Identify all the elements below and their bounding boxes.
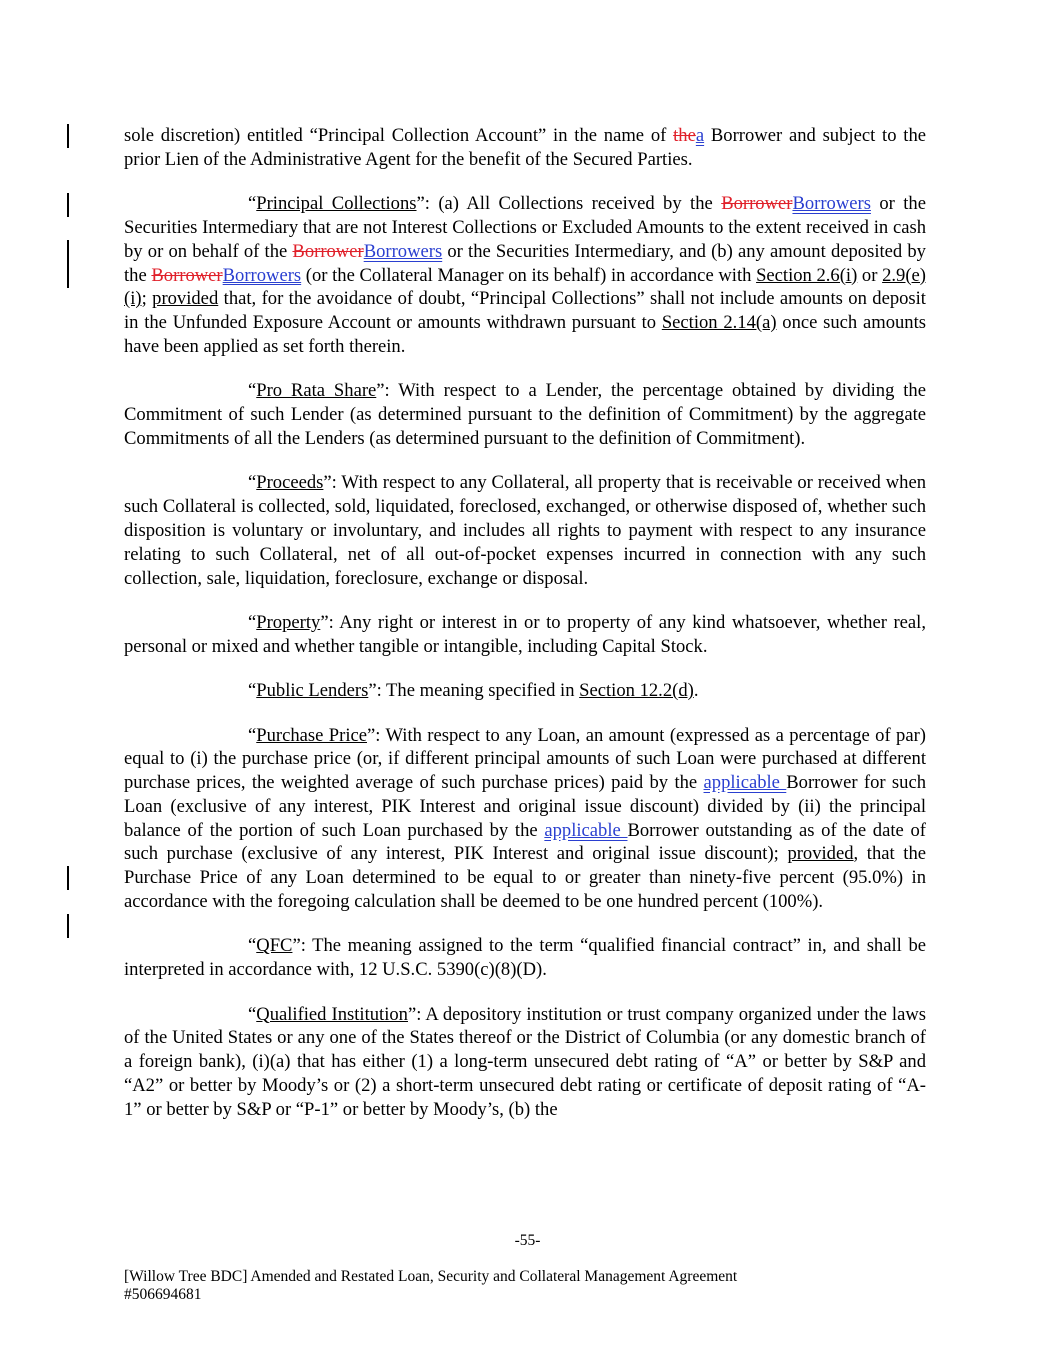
text-run: “ bbox=[248, 472, 257, 494]
underlined-term: Qualified Institution bbox=[256, 1003, 408, 1025]
definition-principal-collections bbox=[124, 192, 926, 359]
inserted-text: Borrowers bbox=[792, 193, 871, 215]
underlined-term: provided bbox=[787, 843, 854, 865]
underlined-term: provided bbox=[152, 288, 219, 310]
inserted-text: Borrowers bbox=[222, 264, 302, 286]
text-run: “ bbox=[248, 611, 257, 633]
definition-qfc bbox=[124, 934, 926, 982]
deleted-text: Borrower bbox=[151, 264, 223, 286]
text-run: “ bbox=[248, 380, 257, 402]
text-run: that, for the avoidance of doubt, “Principal Collections” shall not include amounts on deposit in the Unfunded Exposure Account or amounts withdrawn pursuant to bbox=[124, 288, 926, 334]
underlined-term: Property bbox=[256, 611, 321, 633]
text-run: Borrower and subject to the prior Lien of the Administrative Agent for the benefit of the Secured Parties. bbox=[124, 125, 926, 170]
text-run: ”: (a) All Collections received by the bbox=[416, 193, 722, 215]
underlined-term: Section 2.6(i) bbox=[756, 264, 858, 286]
text-run: , that the Purchase Price of any Loan determined to be equal to or greater than ninety-five percent (95.0%) in accordance with the foregoing calculation shall be deemed to be one hundred percent (100%). bbox=[124, 843, 926, 913]
definition-purchase-price bbox=[124, 724, 926, 914]
deleted-text: Borrower bbox=[292, 240, 364, 262]
text-run: “ bbox=[248, 1003, 257, 1025]
text-run: ”: Any right or interest in or to property of any kind whatsoever, whether real, personal or mixed and whether tangible or intangible, including Capital Stock. bbox=[124, 611, 926, 657]
text-run: or the Securities Intermediary that are not Interest Collections or Excluded Amounts to the extent received in cash by or on behalf of the bbox=[124, 193, 926, 262]
text-run: ; bbox=[141, 288, 153, 310]
definition-principal-collection-account bbox=[124, 124, 926, 172]
text-run: Borrower outstanding as of the date of such purchase (exclusive of any interest, PIK Interest and original issue discount); bbox=[124, 819, 926, 865]
inserted-text: a bbox=[695, 125, 705, 146]
change-bar bbox=[67, 124, 69, 148]
deleted-text: Borrower bbox=[721, 193, 793, 215]
text-run: or the Securities Intermediary, and (b) any amount deposited by the bbox=[124, 240, 926, 286]
text-run: once such amounts have been applied as set forth therein. bbox=[124, 312, 926, 357]
underlined-term: QFC bbox=[256, 935, 293, 957]
text-run: (or the Collateral Manager on its behalf) in accordance with bbox=[301, 264, 757, 286]
text-run: . bbox=[693, 680, 699, 702]
change-bar bbox=[67, 914, 69, 938]
text-run: sole discretion) entitled “Principal Collection Account” in the name of bbox=[124, 125, 674, 146]
document-body bbox=[124, 124, 926, 1142]
underlined-term: Principal Collections bbox=[256, 193, 417, 215]
underlined-term: Section 12.2(d) bbox=[579, 680, 694, 702]
text-run: or bbox=[857, 264, 883, 286]
definition-pro-rata-share bbox=[124, 379, 926, 450]
text-run: ”: With respect to any Collateral, all property that is receivable or received when such Collateral is collected, sold, liquidated, foreclosed, exchanged, or otherwise disposed of, whether such disposition is voluntary or involuntary, and includes all rights to payment with respect to any insurance relating to such Collateral, net of all out-of-pocket expenses incurred in connection with any such collection, sale, liquidation, foreclosure, exchange or disposal. bbox=[124, 472, 926, 589]
underlined-term: Proceeds bbox=[256, 472, 324, 494]
text-run: ”: The meaning specified in bbox=[368, 680, 580, 702]
inserted-text: Borrowers bbox=[363, 240, 443, 262]
underlined-term: Public Lenders bbox=[256, 680, 369, 702]
text-run: ”: A depository institution or trust company organized under the laws of the United States or any one of the States thereof or the District of Columbia (or any domestic branch of a foreign bank), (i)(a) that has either (1) a long-term unsecured debt rating of “A” or better by S&P and “A2” or better by Moody’s or (2) a short-term unsecured debt rating or certificate of deposit rating of “A-1” or better by S&P or “P-1” or better by Moody’s, (b) the bbox=[124, 1003, 927, 1120]
underlined-term: 2.9(e)(i) bbox=[124, 264, 926, 310]
document-footer bbox=[124, 1268, 737, 1304]
deleted-text: the bbox=[673, 125, 696, 146]
underlined-term: Section 2.14(a) bbox=[661, 312, 777, 334]
text-run: “ bbox=[248, 680, 257, 702]
underlined-term: Pro Rata Share bbox=[256, 380, 377, 402]
inserted-text: applicable bbox=[544, 819, 628, 841]
underlined-term: Purchase Price bbox=[256, 724, 367, 746]
change-bar bbox=[67, 193, 69, 217]
text-run: “ bbox=[248, 935, 257, 957]
inserted-text: applicable bbox=[703, 772, 787, 794]
text-run: “ bbox=[248, 724, 257, 746]
text-run: ”: The meaning assigned to the term “qualified financial contract” in, and shall be interpreted in accordance with, 12 U.S.C. 5390(c)(8)(D). bbox=[124, 935, 926, 981]
text-run: ”: With respect to a Lender, the percentage obtained by dividing the Commitment of such Lender (as determined pursuant to the definition of Commitment) by the aggregate Commitments of all the Lenders (as determined pursuant to the definition of Commitment). bbox=[124, 380, 926, 449]
definition-property bbox=[124, 611, 926, 659]
text-run: “ bbox=[248, 193, 257, 215]
definition-public-lenders bbox=[124, 679, 926, 703]
change-bar bbox=[67, 866, 69, 890]
footer-title: [Willow Tree BDC] Amended and Restated Loan, Security and Collateral Management Agreement bbox=[124, 1268, 738, 1285]
text-run: ”: With respect to any Loan, an amount (expressed as a percentage of par) equal to (i) the purchase price (or, if different principal amounts of such Loan were purchased at different purchase prices, the weighted average of such purchase prices) paid by the bbox=[124, 724, 926, 794]
definition-proceeds bbox=[124, 471, 926, 590]
definition-qualified-institution bbox=[124, 1003, 926, 1122]
footer-doc-id: #506694681 bbox=[124, 1286, 202, 1303]
page-number: -55- bbox=[514, 1232, 541, 1249]
change-bar bbox=[67, 240, 69, 288]
text-run: Borrower for such Loan (exclusive of any interest, PIK Interest and original issue discount) divided by (ii) the principal balance of the portion of such Loan purchased by the bbox=[124, 772, 926, 841]
